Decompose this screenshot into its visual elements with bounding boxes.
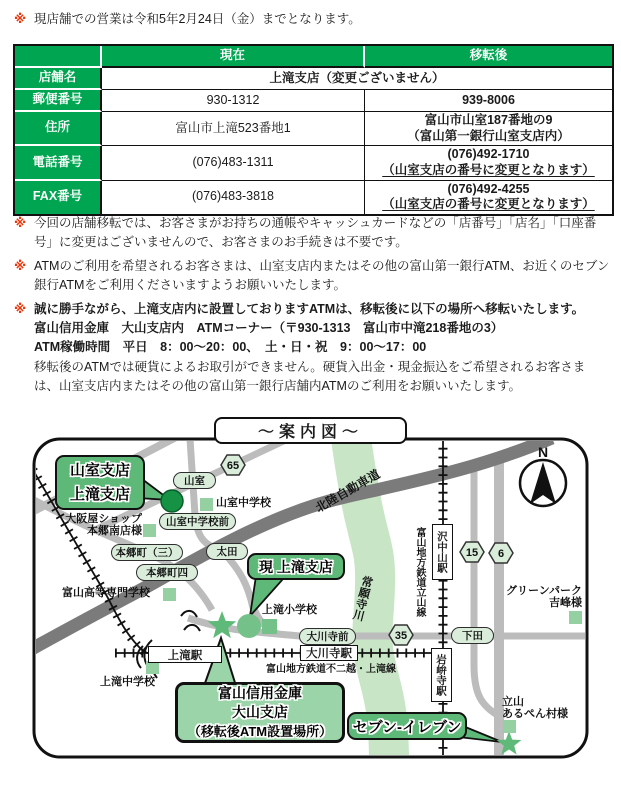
guide-map (0, 410, 621, 797)
fax-after-line1: (076)492-4255 (447, 181, 530, 196)
atm-location-line: 富山信用金庫 大山支店内 ATMコーナー（〒930-1313 富山市中滝218番地の3） (34, 320, 504, 335)
relocation-table (13, 44, 614, 216)
note-1 (14, 214, 610, 253)
label-alpen-line2: あるぺん村様 (502, 708, 568, 721)
atm-hours-line: ATM稼働時間 平日 8：00～20：00、 土・日・祝 9：00～17：00 (34, 340, 427, 355)
note-asterisk: ※ (14, 258, 27, 273)
table-row (15, 112, 612, 146)
yamamuro-branch-dot (161, 490, 183, 512)
route-35-badge: 35 (394, 630, 408, 642)
tel-after (365, 146, 612, 180)
row-label: 郵便番号 (15, 90, 102, 112)
station-iwakuraji: 岩峅寺駅 (431, 648, 452, 702)
note-asterisk: ※ (14, 301, 27, 316)
callout-yamamuro-line2: 上滝支店 (69, 485, 130, 503)
fax-after-line2: （山室支店の番号に変更となります） (382, 197, 595, 212)
top-note-text: 現店舗での営業は令和5年2月24日（金）までとなります。 (34, 12, 361, 26)
note-3 (14, 300, 610, 319)
label-hokuriku-expressway: 北陸自動車道 (313, 467, 383, 516)
pill-hongomachi-4: 本郷町四 (136, 564, 198, 581)
label-greenpark-line1: グリーンパーク (505, 585, 582, 597)
pill-yamamuro-chugakko-mae: 山室中学校前 (159, 513, 236, 530)
callout-shinkin-atm (175, 682, 345, 743)
note-3-line1: 誠に勝手ながら、上滝支店内に設置しておりますATMは、移転後に以下の場所へ移転いたします。 (34, 301, 585, 316)
label-osakaya (50, 513, 142, 537)
address-after-line1: 富山市山室187番地の9 (424, 113, 553, 127)
station-sawanakayama: 沢中山駅 (432, 524, 453, 580)
atm-coin-note: 移転後のATMでは硬貨によるお取引ができません。硬貨入出金・現金振込をご希望されるお客さまは、山室支店内またはその他の富山第一銀行店舗内ATMのご利用をお願いいたします。 (34, 359, 586, 393)
col-header-after: 移転後 (365, 46, 612, 68)
tel-current: (076)483-1311 (102, 146, 365, 180)
route-65-badge: 65 (226, 460, 240, 472)
greenpark-square (569, 611, 582, 624)
label-kosen: 富山高等専門学校 (62, 587, 150, 599)
label-alpen-village (502, 696, 568, 720)
branch-name-value: 上滝支店（変更ございません） (102, 68, 612, 90)
col-header-current: 現在 (102, 46, 365, 68)
table-row (15, 68, 612, 90)
station-kamidaki: 上滝駅 (148, 646, 222, 663)
address-after-line2: （富山第一銀行山室支店内） (407, 128, 570, 143)
label-yamamuro-jhs: 山室中学校 (216, 497, 271, 509)
tel-after-line2: （山室支店の番号に変更となります） (382, 162, 595, 177)
label-greenpark (498, 585, 582, 609)
station-daisenji: 大川寺駅 (300, 645, 358, 661)
postal-current: 930-1312 (102, 90, 365, 112)
kamidaki-es-square (262, 619, 277, 634)
fax-after (365, 181, 612, 214)
label-fujikoshi-kamidaki-line: 富山地方鉄道不二越・上滝線 (266, 664, 396, 675)
fax-current: (076)483-3818 (102, 181, 365, 214)
address-after (365, 112, 612, 146)
table-row (15, 181, 612, 214)
kosen-square (163, 588, 176, 601)
note-asterisk: ※ (14, 12, 27, 26)
current-branch-dot (237, 614, 261, 638)
row-label: 電話番号 (15, 146, 102, 180)
label-osakaya-line1: 大阪屋ショップ (65, 513, 142, 525)
note-2 (14, 257, 610, 296)
label-tateyama-line: 富山地方鉄道立山線 (414, 527, 425, 617)
row-label: FAX番号 (15, 181, 102, 214)
note-2-text: ATMのご利用を希望されるお客さまは、山室支店内またはその他の富山第一銀行ATM、お近くのセブン銀行ATMをご利用くださいますようお願いいたします。 (34, 258, 610, 293)
callout-shinkin-line2: 大山支店 (232, 704, 288, 720)
note-asterisk: ※ (14, 216, 27, 230)
callout-shinkin-line1: 富山信用金庫 (218, 685, 302, 701)
pill-hongomachi-3: 本郷町（三） (111, 544, 183, 561)
top-note (14, 10, 608, 29)
label-joganji-river: 常願寺川 (350, 574, 374, 622)
callout-yamamuro-line1: 山室支店 (69, 461, 130, 479)
route-15-badge: 15 (465, 547, 479, 559)
table-header-row (15, 46, 612, 68)
osakaya-square (143, 524, 156, 537)
compass-n-label: N (537, 444, 549, 460)
map-title: ～案内図～ (214, 417, 407, 444)
label-osakaya-line2: 本郷南店様 (87, 525, 142, 538)
pill-ota: 太田 (206, 543, 248, 560)
alpen-square (503, 720, 516, 733)
label-kamidaki-jhs: 上滝中学校 (100, 676, 155, 688)
row-label: 店舗名 (15, 68, 102, 90)
table-row (15, 90, 612, 112)
label-alpen-line1: 立山 (502, 696, 524, 708)
label-greenpark-line2: 吉峰様 (549, 597, 582, 610)
tel-after-line1: (076)492-1710 (447, 147, 530, 162)
callout-current-branch: 現 上滝支店 (247, 553, 345, 580)
pill-shimoda: 下田 (451, 627, 494, 644)
yamamuro-jhs-square (200, 498, 213, 511)
callout-shinkin-line3: （移転後ATM設置場所） (187, 724, 333, 739)
label-kamidaki-es: 上滝小学校 (262, 604, 317, 616)
pill-daisenji-mae: 大川寺前 (299, 628, 356, 645)
callout-seven-eleven: セブン-イレブン (347, 712, 467, 740)
callout-yamamuro-branch (55, 455, 145, 510)
postal-after: 939-8006 (365, 90, 612, 112)
route-6-badge: 6 (497, 548, 505, 560)
notes-block (14, 214, 610, 396)
table-row (15, 146, 612, 180)
corner-cell (15, 46, 102, 68)
note-1-text: 今回の店舗移転では、お客さまがお持ちの通帳やキャッシュカードなどの「店番号」「店名」「口座番号」に変更はございませんので、お客さまのお手続きは不要です。 (34, 216, 597, 250)
row-label: 住所 (15, 112, 102, 146)
address-current: 富山市上滝523番地1 (102, 112, 365, 146)
pill-yamamuro: 山室 (173, 472, 216, 489)
